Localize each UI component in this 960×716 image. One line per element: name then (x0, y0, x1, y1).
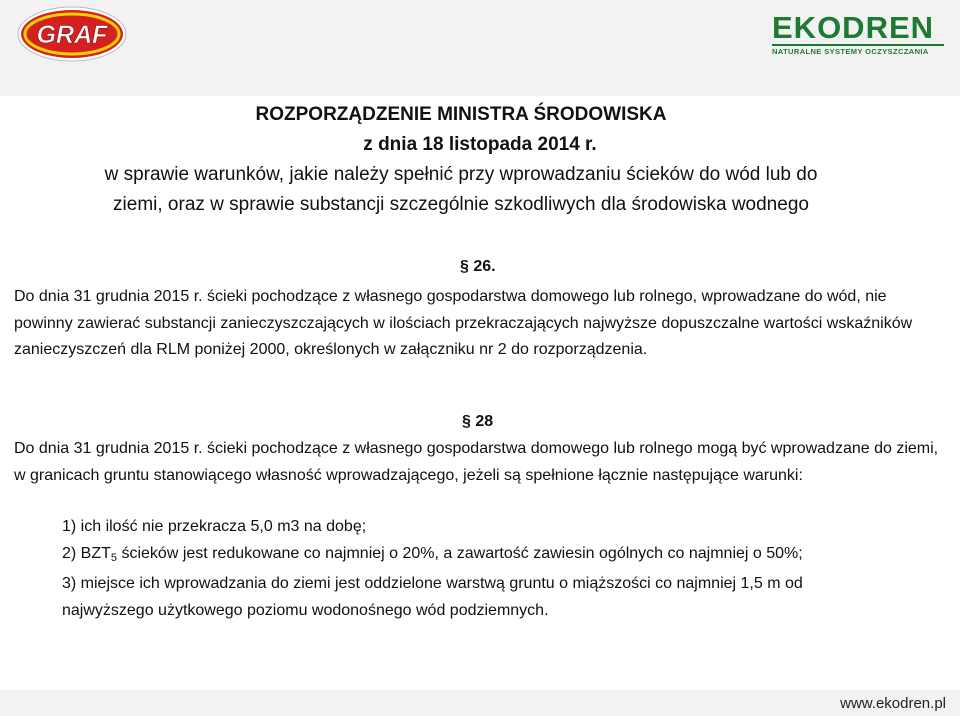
condition-item-2-prefix: 2) BZT (62, 544, 111, 562)
ekodren-brand: EKODREN (772, 10, 935, 45)
condition-item-2-subscript: 5 (110, 551, 118, 564)
section-26-text: Do dnia 31 grudnia 2015 r. ścieki pochodzące z własnego gospodarstwa domowego lub rolnego, wprowadzane do wód, nie powinny zawierać substancji zanieczyszczających w ilościach przekraczających najwyższe dopuszczalne wartości wskaźników zanieczyszczeń dla RLM poniżej 2000, określonych w załączniku nr 2 do rozporządzenia. (14, 288, 913, 358)
condition-item-1: 1) ich ilość nie przekracza 5,0 m3 na dobę; (62, 518, 367, 535)
condition-item-3-line-1: 3) miejsce ich wprowadzania do ziemi jest oddzielone warstwą gruntu o miąższości co najmniej 1,5 m od (62, 575, 803, 592)
graf-logo (17, 6, 127, 62)
ekodren-tagline: NATURALNE SYSTEMY OCZYSZCZANIA (772, 44, 944, 56)
graf-logo-text: GRAF (36, 21, 108, 49)
footer-url: www.ekodren.pl (840, 695, 946, 712)
conditions-list (62, 514, 952, 624)
section-26-heading: § 26. (460, 258, 496, 275)
condition-item-3-line-2: najwyższego użytkowego poziomu wodonośnego wód podziemnych. (62, 601, 549, 619)
subject-line-2: ziemi, oraz w sprawie substancji szczególnie szkodliwych dla środowiska wodnego (113, 194, 809, 215)
footer-bar (0, 690, 960, 716)
condition-item-2 (62, 541, 952, 572)
section-28-heading: § 28 (462, 413, 494, 430)
title-line-2: z dnia 18 listopada 2014 r. (363, 134, 597, 155)
condition-item-2-rest: ścieków jest redukowane co najmniej o 20%, a zawartość zawiesin ogólnych co najmniej o 50%; (117, 544, 803, 562)
section-28-text: Do dnia 31 grudnia 2015 r. ścieki pochodzące z własnego gospodarstwa domowego lub rolnego mogą być wprowadzane do ziemi, w granicach gruntu stanowiącego własność wprowadzającego, jeżeli są spełnione łącznie następujące warunki: (14, 440, 939, 484)
subject-line-1: w sprawie warunków, jakie należy spełnić przy wprowadzaniu ścieków do wód lub do (104, 164, 818, 185)
regulation-title (0, 100, 960, 220)
header-bar (0, 0, 960, 96)
ekodren-logo (770, 12, 945, 56)
title-line-1: ROZPORZĄDZENIE MINISTRA ŚRODOWISKA (255, 104, 667, 125)
